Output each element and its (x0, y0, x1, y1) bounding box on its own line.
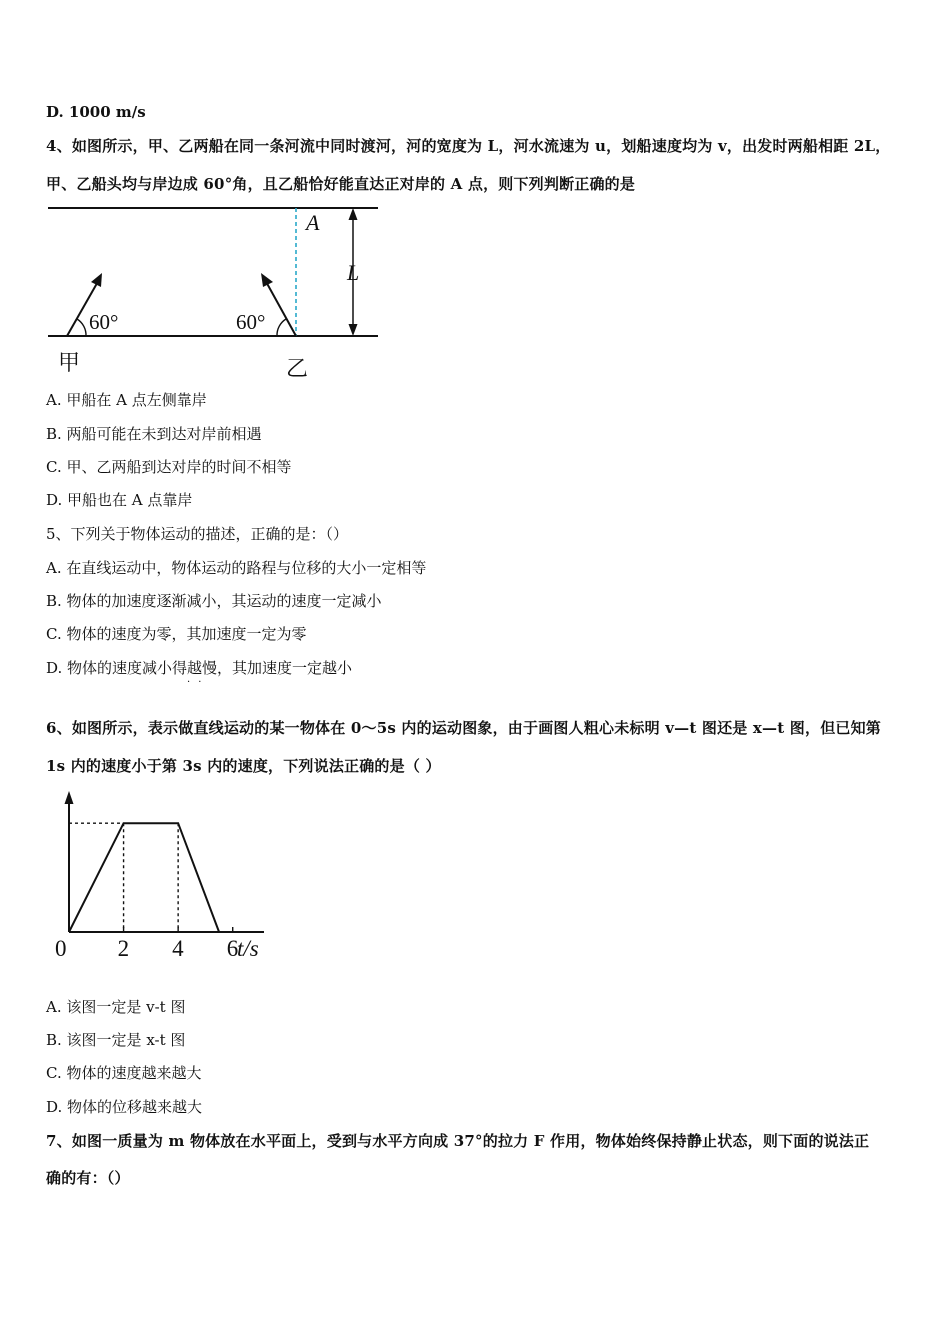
x-tick-label: 0 (55, 936, 67, 961)
q7-stem-line2: 确的有：（） (46, 1169, 130, 1187)
q6-option-a: A. 该图一定是 v-t 图 (46, 998, 186, 1016)
yi-arrow-head (261, 273, 273, 287)
yi-heading-arrow (264, 278, 296, 336)
q5-option-d-prefix: D. 物体的速度减小得 (46, 659, 188, 677)
q6-option-c: C. 物体的速度越来越大 (46, 1064, 202, 1082)
graph-line (69, 823, 219, 932)
q5-option-b: B. 物体的加速度逐渐减小，其运动的速度一定减小 (46, 592, 382, 610)
q3-option-d: D. 1000 m/s (46, 103, 146, 121)
yi-angle-label: 60° (236, 310, 266, 334)
yi-angle-arc (277, 319, 286, 336)
q5-option-d-emph-text: 越慢 (187, 659, 218, 677)
q6-stem-line2: 1s 内的速度小于第 3s 内的速度，下列说法正确的是（ ） (46, 757, 441, 775)
q6-option-b: B. 该图一定是 x-t 图 (46, 1031, 186, 1049)
q6-stem-line1: 6、如图所示，表示做直线运动的某一物体在 0～5s 内的运动图象，由于画图人粗心未标明 v—t 图还是 x—t 图，但已知第 (46, 719, 882, 737)
q5-option-d-suffix: ，其加速度一定越小 (217, 659, 353, 677)
q5-option-c: C. 物体的速度为零，其加速度一定为零 (46, 625, 307, 643)
q4-stem-line1: 4、如图所示，甲、乙两船在同一条河流中同时渡河，河的宽度为 L，河水流速为 u，划船速度均为 v，出发时两船相距 2L， (46, 137, 891, 155)
boat-yi-label: 乙 (286, 357, 309, 382)
width-arrow-head-down (349, 324, 358, 336)
q4-stem-line2: 甲、乙船头均与岸边成 60°角，且乙船恰好能直达正对岸的 A 点，则下列判断正确的是 (46, 175, 636, 193)
q4-option-b: B. 两船可能在未到达对岸前相遇 (46, 425, 262, 443)
q4-option-a: A. 甲船在 A 点左侧靠岸 (46, 391, 207, 409)
q6-option-d: D. 物体的位移越来越大 (46, 1098, 203, 1116)
width-label: L (347, 260, 360, 285)
q7-stem-line1: 7、如图一质量为 m 物体放在水平面上，受到与水平方向成 37°的拉力 F 作用，物体始终保持静止状态，则下面的说法正 (46, 1132, 870, 1150)
boat-jia-label: 甲 (58, 351, 81, 376)
q5-option-d (46, 658, 353, 688)
emphasis-dots: ·· (187, 677, 210, 688)
q5-stem: 5、下列关于物体运动的描述，正确的是：（） (46, 525, 349, 543)
x-tick-label: 2 (117, 936, 130, 961)
q4-option-c: C. 甲、乙两船到达对岸的时间不相等 (46, 458, 292, 476)
point-a-label: A (306, 210, 320, 235)
river-crossing-figure (40, 198, 390, 388)
x-tick-label: 6 (226, 936, 239, 961)
jia-angle-arc (77, 319, 86, 336)
motion-graph (40, 786, 280, 976)
width-arrow-head-up (349, 208, 358, 220)
x-tick-label: 4 (172, 936, 184, 961)
jia-angle-label: 60° (89, 310, 119, 334)
q5-option-d-emphasis (187, 659, 218, 688)
x-axis-label: t/s (237, 936, 259, 961)
q5-option-a: A. 在直线运动中，物体运动的路程与位移的大小一定相等 (46, 559, 427, 577)
q4-option-d: D. 甲船也在 A 点靠岸 (46, 491, 193, 509)
y-axis-arrow (65, 791, 74, 804)
